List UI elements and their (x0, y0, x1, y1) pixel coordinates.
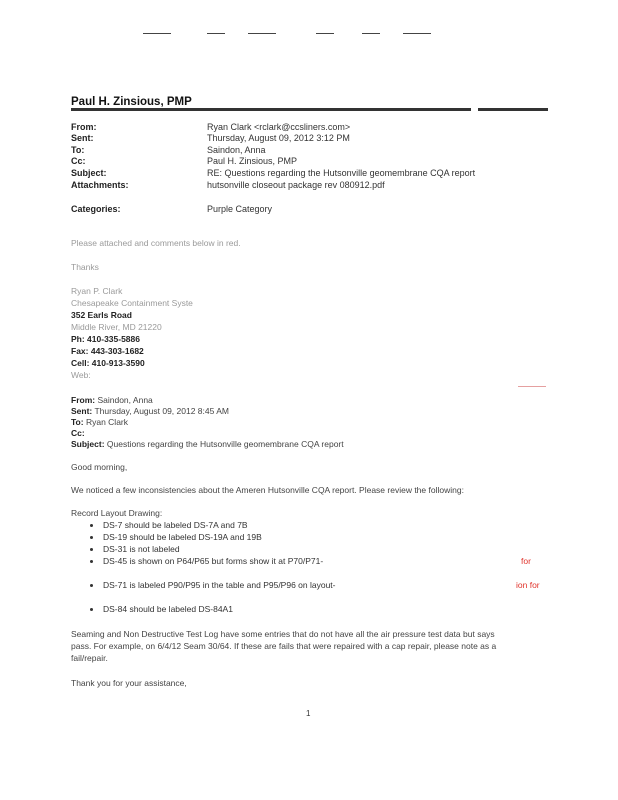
message-paragraph-1: We noticed a few inconsistencies about the Ameren Hutsonville CQA report. Please review the following: (71, 485, 464, 495)
bullet (90, 536, 93, 539)
sender-name: Paul H. Zinsious, PMP (71, 96, 192, 108)
message-paragraph-2-line-3: fail/repair. (71, 653, 108, 663)
sent-label: Sent: (71, 133, 94, 143)
red-separator (518, 386, 546, 387)
attachment-link[interactable]: hutsonville closeout package rev 080912.pdf (207, 180, 385, 190)
fwd-from-value: Saindon, Anna (97, 395, 153, 405)
reply-intro: Please attached and comments below in red. (71, 238, 241, 248)
signature-company: Chesapeake Containment Syste (71, 298, 193, 308)
bullet (90, 548, 93, 551)
signature-name: Ryan P. Clark (71, 286, 123, 296)
signature-phone: Ph: 410-335-5886 (71, 334, 140, 344)
list-title: Record Layout Drawing: (71, 508, 163, 518)
list-item: DS-19 should be labeled DS-19A and 19B (103, 532, 262, 542)
bullet (90, 584, 93, 587)
from-label: From: (71, 122, 97, 132)
to-label: To: (71, 145, 85, 155)
top-dash (316, 33, 334, 34)
top-dash (143, 33, 171, 34)
list-item: DS-31 is not labeled (103, 544, 180, 554)
bullet (90, 560, 93, 563)
signature-street: 352 Earls Road (71, 310, 132, 320)
subject-label: Subject: (71, 168, 107, 178)
list-item: DS-7 should be labeled DS-7A and 7B (103, 520, 248, 530)
to-value: Saindon, Anna (207, 145, 266, 155)
fwd-sent-value: Thursday, August 09, 2012 8:45 AM (94, 406, 229, 416)
signature-web: Web: (71, 370, 91, 380)
fwd-to-value: Ryan Clark (85, 417, 129, 427)
from-value: Ryan Clark <rclark@ccsliners.com> (207, 122, 351, 132)
bullet (90, 524, 93, 527)
top-dash (403, 33, 431, 34)
top-dash (207, 33, 225, 34)
top-dash (248, 33, 276, 34)
fwd-to-label: To: (71, 417, 84, 427)
message-paragraph-2-line-1: Seaming and Non Destructive Test Log have some entries that do not have all the air pressure test data but says (71, 629, 495, 639)
list-item: DS-71 is labeled P90/P95 in the table and P95/P96 on layout- (103, 580, 336, 590)
top-dash (362, 33, 380, 34)
message-paragraph-2-line-2: pass. For example, on 6/4/12 Seam 30/64. If these are fails that were repaired with a cap repair, please note as a (71, 641, 497, 651)
signature-fax: Fax: 443-303-1682 (71, 346, 144, 356)
list-item: DS-84 should be labeled DS-84A1 (103, 604, 233, 614)
red-note: ion for (516, 580, 540, 590)
categories-label: Categories: (71, 204, 121, 214)
red-note: for (521, 556, 531, 566)
subject-value: RE: Questions regarding the Hutsonville geomembrane CQA report (207, 168, 476, 178)
signature-city: Middle River, MD 21220 (71, 322, 162, 332)
cc-label: Cc: (71, 156, 86, 166)
fwd-sent-label: Sent: (71, 406, 93, 416)
reply-thanks: Thanks (71, 262, 99, 272)
header-rule-side (478, 108, 548, 111)
bullet (90, 608, 93, 611)
attachments-label: Attachments: (71, 180, 129, 190)
page-number: 1 (306, 709, 311, 718)
fwd-subject-value: Questions regarding the Hutsonville geomembrane CQA report (106, 439, 344, 449)
header-rule (71, 108, 471, 111)
categories-value: Purple Category (207, 204, 273, 214)
closing: Thank you for your assistance, (71, 678, 187, 688)
fwd-subject-label: Subject: (71, 439, 105, 449)
greeting: Good morning, (71, 462, 128, 472)
fwd-from-label: From: (71, 395, 96, 405)
fwd-cc-label: Cc: (71, 428, 85, 438)
cc-value: Paul H. Zinsious, PMP (207, 156, 298, 166)
sent-value: Thursday, August 09, 2012 3:12 PM (207, 133, 350, 143)
signature-cell: Cell: 410-913-3590 (71, 358, 145, 368)
list-item: DS-45 is shown on P64/P65 but forms show it at P70/P71- (103, 556, 324, 566)
